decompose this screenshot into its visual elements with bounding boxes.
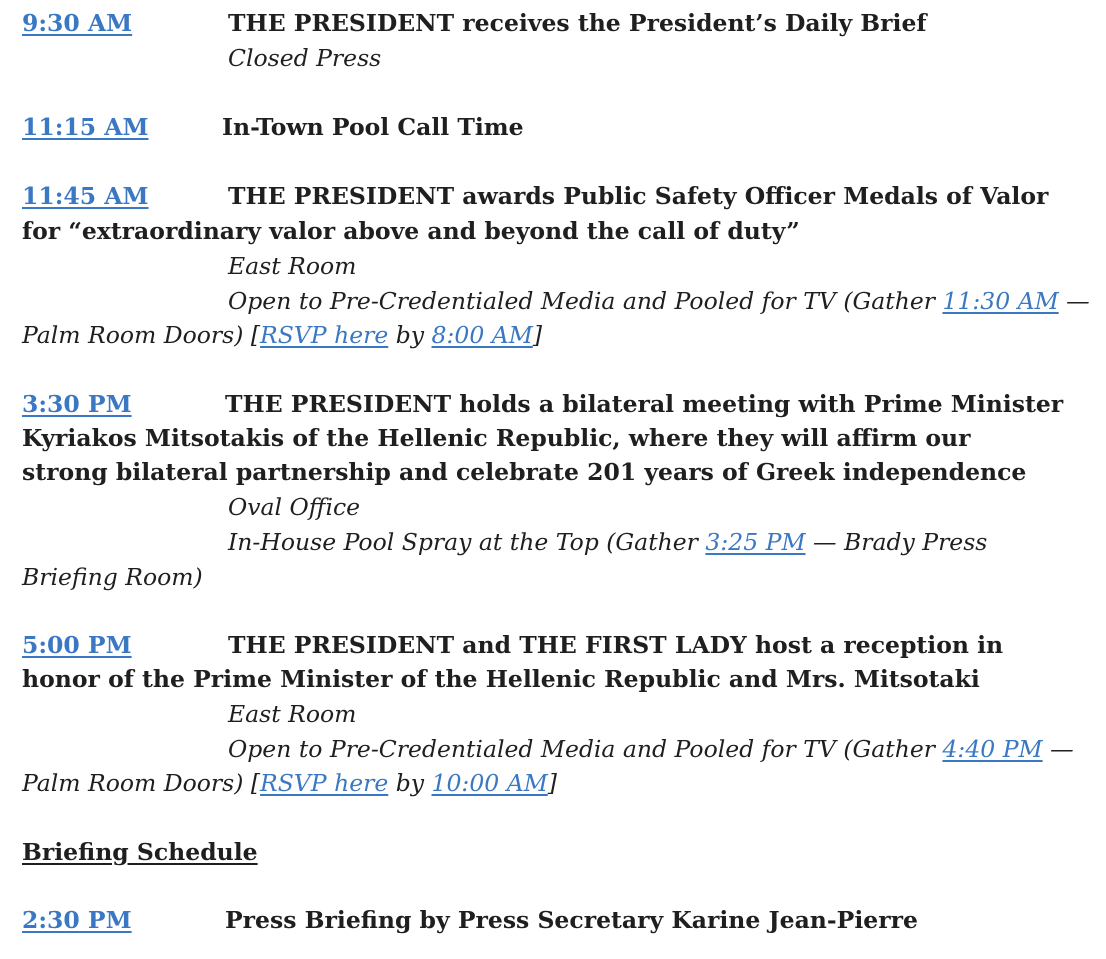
briefing-title: Press Briefing by Press Secretary Karine Jean-Pierre (225, 906, 918, 934)
event-1-header (22, 6, 132, 40)
event-4-header (22, 387, 132, 421)
bracket-close: ] (547, 769, 557, 797)
bracket-close: ] (532, 321, 542, 349)
gather-time-link[interactable]: 11:30 AM (942, 287, 1059, 315)
event-time-link[interactable]: 11:15 AM (22, 113, 149, 141)
event-coverage-continued: Briefing Room) (22, 563, 203, 591)
rsvp-by-text: by (388, 321, 432, 349)
event-time-link[interactable]: 3:30 PM (22, 390, 132, 418)
coverage-text: Palm Room Doors) [ (22, 321, 261, 349)
event-2-header (22, 110, 149, 144)
event-detail: Closed Press (228, 44, 382, 72)
rsvp-time-link[interactable]: 10:00 AM (431, 769, 548, 797)
event-location: East Room (228, 700, 357, 728)
event-title: THE PRESIDENT receives the President’s Daily Brief (228, 9, 927, 37)
coverage-text: — (1042, 735, 1074, 763)
rsvp-link[interactable]: RSVP here (260, 321, 389, 349)
event-time-link[interactable]: 9:30 AM (22, 9, 133, 37)
event-title: THE PRESIDENT awards Public Safety Officer Medals of Valor (228, 182, 1049, 210)
gather-time-link[interactable]: 4:40 PM (942, 735, 1043, 763)
event-coverage (228, 732, 1074, 766)
event-title: THE PRESIDENT holds a bilateral meeting with Prime Minister (225, 390, 1064, 418)
coverage-text: Open to Pre-Credentialed Media and Pooled for TV (Gather (228, 287, 943, 315)
event-location: Oval Office (228, 493, 361, 521)
event-title-continued: Kyriakos Mitsotakis of the Hellenic Republic, where they will affirm our (22, 424, 971, 452)
event-title-continued: honor of the Prime Minister of the Hellenic Republic and Mrs. Mitsotaki (22, 665, 980, 693)
event-coverage (228, 525, 987, 559)
event-coverage-continued (22, 318, 542, 352)
event-time-link[interactable]: 11:45 AM (22, 182, 149, 210)
event-title-continued: strong bilateral partnership and celebrate 201 years of Greek independence (22, 458, 1027, 486)
event-title: In-Town Pool Call Time (222, 113, 524, 141)
coverage-text: Palm Room Doors) [ (22, 769, 261, 797)
event-coverage-continued (22, 766, 557, 800)
event-time-link[interactable]: 5:00 PM (22, 631, 132, 659)
event-title-continued: for “extraordinary valor above and beyond the call of duty” (22, 217, 800, 245)
gather-time-link[interactable]: 3:25 PM (705, 528, 806, 556)
event-title: THE PRESIDENT and THE FIRST LADY host a reception in (228, 631, 1004, 659)
briefing-schedule-heading: Briefing Schedule (22, 838, 258, 866)
coverage-text: In-House Pool Spray at the Top (Gather (228, 528, 706, 556)
event-location: East Room (228, 252, 357, 280)
briefing-header (22, 903, 132, 937)
coverage-text: — Brady Press (805, 528, 988, 556)
coverage-text: — (1058, 287, 1090, 315)
coverage-text: Open to Pre-Credentialed Media and Pooled for TV (Gather (228, 735, 943, 763)
briefing-time-link[interactable]: 2:30 PM (22, 906, 132, 934)
rsvp-time-link[interactable]: 8:00 AM (431, 321, 533, 349)
event-3-header (22, 179, 149, 213)
rsvp-by-text: by (388, 769, 432, 797)
event-coverage (228, 284, 1090, 318)
event-5-header (22, 628, 132, 662)
rsvp-link[interactable]: RSVP here (260, 769, 389, 797)
